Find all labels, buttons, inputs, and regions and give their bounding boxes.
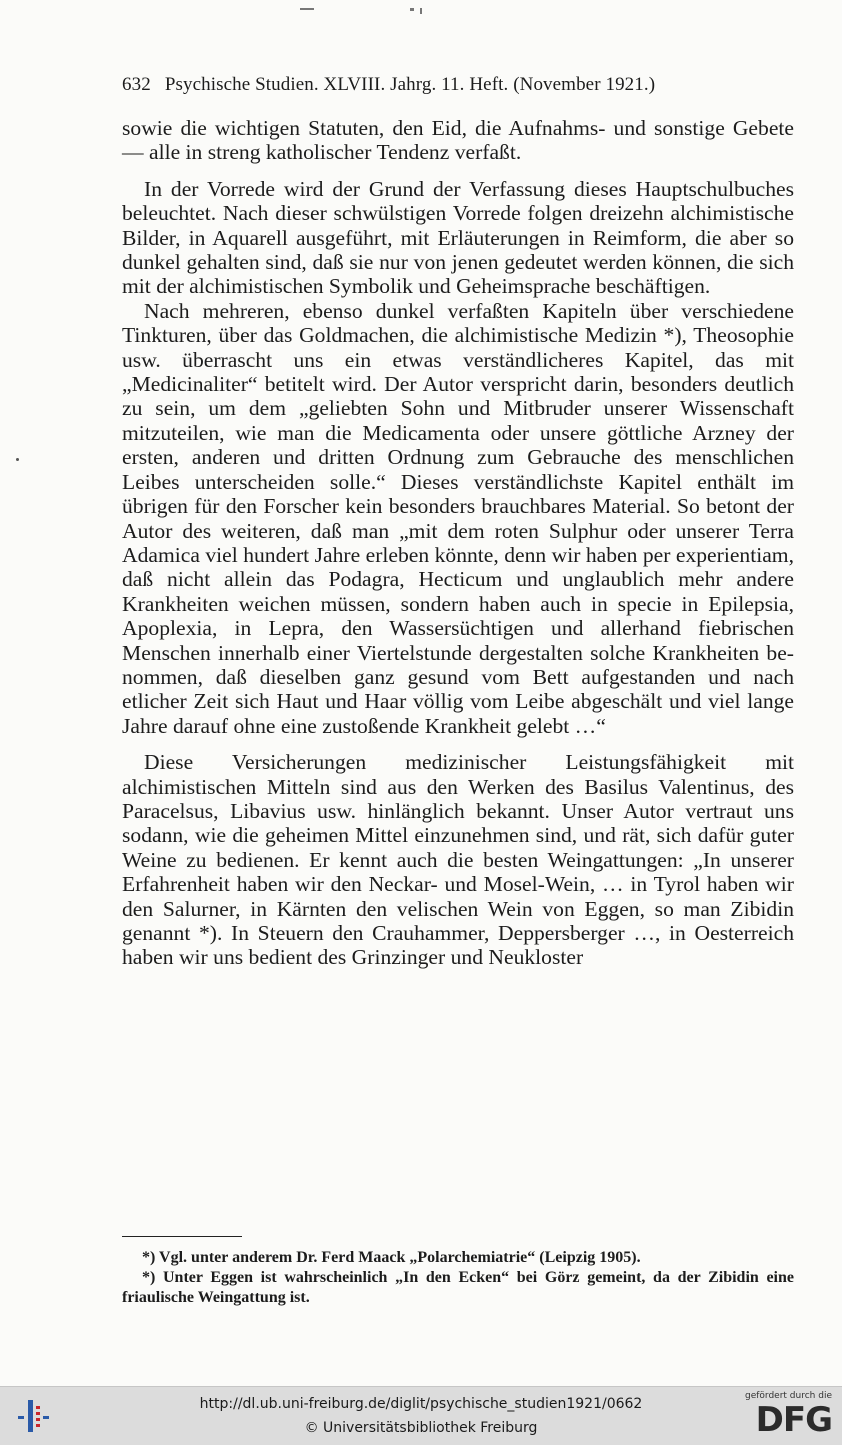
paragraph-4: Diese Versicherungen medizinischer Leistungsfähigkeit mit alchimistischen Mitteln sind aus den Werken des Basilus Valentinus, des Paracelsus, Libavius usw. hinlänglich bekannt. Unser Autor vertraut uns sodann, wie die geheimen Mittel einzunehmen sind, und rät, sich dafür guter Weine zu bedienen. Er kennt auch die besten Weingattungen: „In unserer Erfahrenheit haben wir den Neckar- und Mosel-Wein, … in Tyrol haben wir den Salurner, in Kärnten den velischen Wein von Eggen, so man Zibidin genannt *). In Steuern den Crauhammer, Deppersberger …, in Oesterreich haben wir uns bedient des Grinzinger und Neukloster — [122, 750, 794, 970]
page-number: 632 — [122, 74, 151, 95]
scan-speck — [16, 458, 19, 461]
footnote-divider — [122, 1236, 242, 1237]
paragraph-3: Nach mehreren, ebenso dunkel verfaßten Kapiteln über verschiedene Tinkturen, über das Goldmachen, die alchimistische Medizin *), Theosophie usw. überrascht uns ein etwas verständlicheres Kapitel, das mit „Medicinaliter“ betitelt wird. Der Autor verspricht darin, besonders deutlich zu sein, um dem „geliebten Sohn und Mitbruder unserer Wissenschaft mitzuteilen, wie man die Medicamenta oder unsere göttliche Arzney der ersten, anderen und dritten Ordnung zum Gebrauche des menschlichen Leibes unterscheiden solle.“ Dieses verständlichste Kapitel enthält im übrigen für den Forscher kein besonders brauchbares Material. So betont der Autor des weiteren, daß man „mit dem roten Sulphur oder unserer Terra Adamica viel hundert Jahre erleben könnte, denn wir haben per experientiam, daß nicht allein das Podagra, Hecticum und unglaublich mehr andere Krankheiten weichen müssen, sondern haben auch in specie in Epilepsia, Apoplexia, in Lepra, den Wassersüchtigen und allerhand fiebrischen Menschen innerhalb einer Viertelstunde dergestalten solche Krankheiten benommen, daß dieselben ganz gesund vom Bett aufgestanden und nach etlicher Zeit sich Haut und Haar völlig vom Leibe abgeschält und viel lange Jahre darauf ohne eine zustoßende Krankheit gelebt …“ — [122, 298, 794, 738]
paragraph-1: sowie die wichtigen Statuten, den Eid, die Aufnahms- und sonstige Gebete — alle in streng katholischer Tendenz verfaßt. — [122, 116, 794, 165]
running-title: Psychische Studien. XLVIII. Jahrg. 11. Heft. (November 1921.) — [164, 74, 656, 95]
footnotes — [122, 1248, 794, 1308]
body-text — [122, 116, 794, 970]
copyright-notice: © Universitätsbibliothek Freiburg — [304, 1420, 538, 1436]
scan-artifact-marks — [300, 8, 440, 18]
footnote-2: *) Unter Eggen ist wahrscheinlich „In den Ecken“ bei Görz gemeint, da der Zibidin eine friaulische Weingattung ist. — [122, 1269, 794, 1306]
dfg-funding-badge[interactable] — [742, 1391, 832, 1441]
viewer-footer-bar — [0, 1386, 842, 1445]
dfg-logo-icon: DFG — [755, 1400, 832, 1440]
paragraph-2: In der Vorrede wird der Grund der Verfassung dieses Hauptschulbuches beleuchtet. Nach dieser schwülstigen Vorrede folgen dreizehn alchimistische Bilder, in Aquarell ausgeführt, mit Erläuterungen in Reimform, die aber so dunkel gehalten sind, daß sie nur von jenen gedeutet werden können, die sich mit der alchimistischen Symbolik und Geheimsprache beschäftigen. — [122, 176, 794, 299]
running-header — [122, 74, 794, 96]
permalink-url[interactable]: http://dl.ub.uni-freiburg.de/diglit/psychische_studien1921/0662 — [199, 1396, 643, 1412]
footnote-1: *) Vgl. unter anderem Dr. Ferd Maack „Polarchemiatrie“ (Leipzig 1905). — [142, 1249, 641, 1266]
funding-caption: gefördert durch die — [745, 1391, 832, 1401]
